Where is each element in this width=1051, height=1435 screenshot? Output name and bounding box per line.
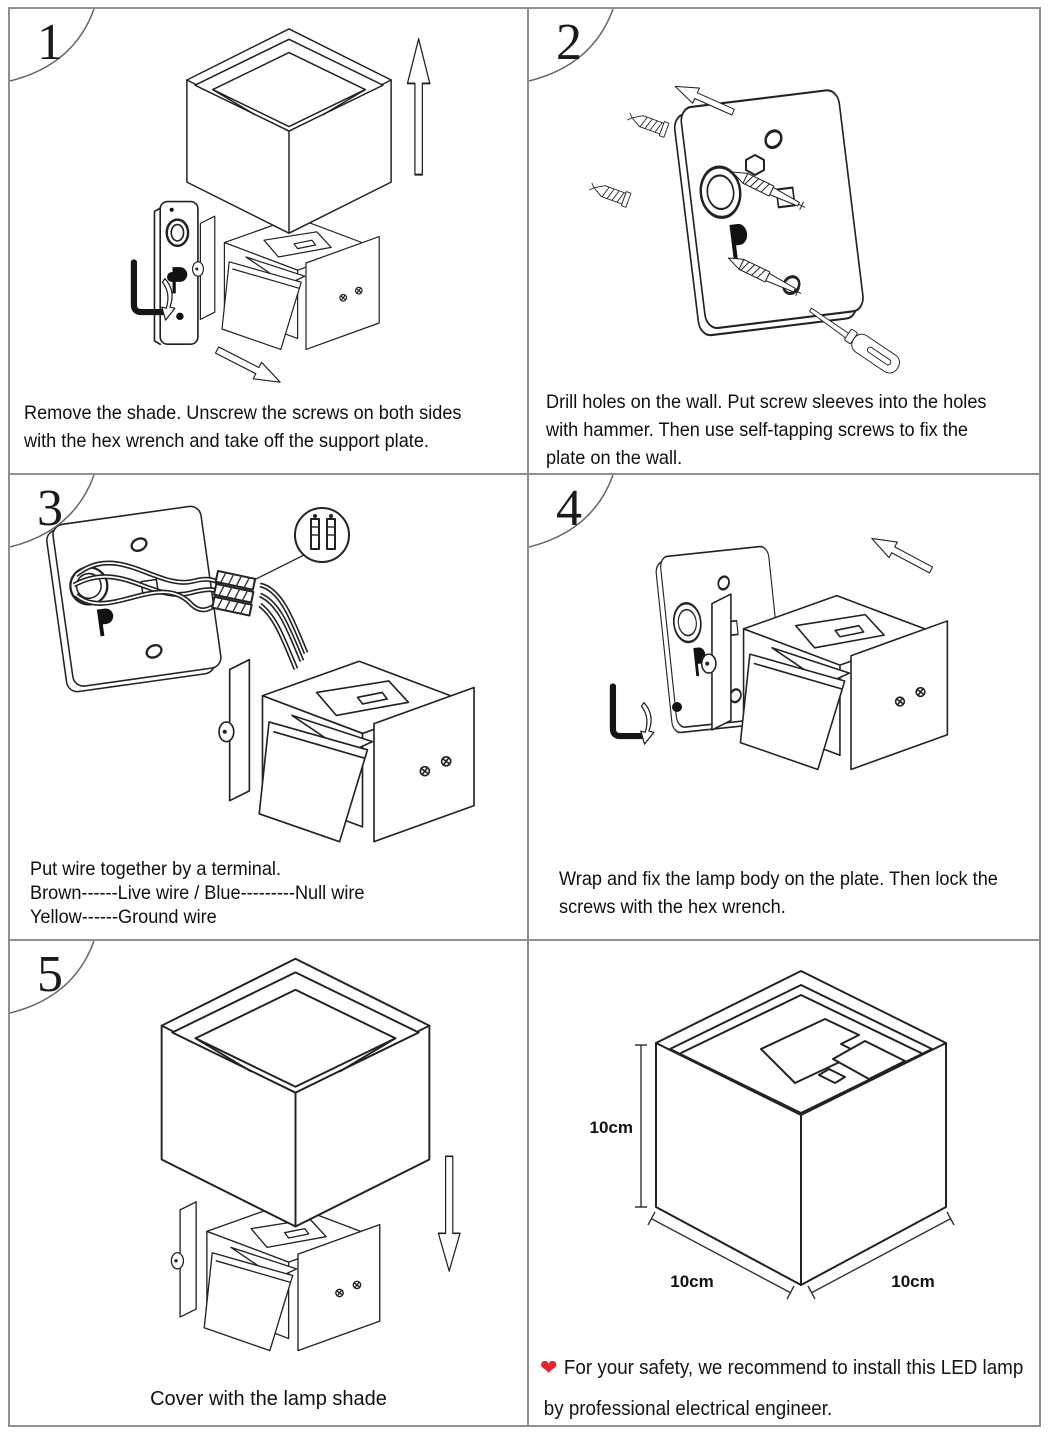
- step-3-caption: Put wire together by a terminal. Brown------Live wire / Blue---------Null wire Yellow------Ground wire: [30, 858, 365, 928]
- step-1-caption: Remove the shade. Unscrew the screws on both sides with the hex wrench and take off the support plate.: [24, 402, 462, 452]
- instruction-sheet: [8, 7, 1041, 1427]
- dimensions-panel: [529, 941, 1039, 1424]
- safety-note: [540, 1355, 1023, 1421]
- step-4-number: 4: [556, 480, 582, 537]
- dimensions-illustration: [529, 941, 1039, 1424]
- step-1-panel: [10, 9, 527, 473]
- heart-icon: ❤: [540, 1355, 558, 1380]
- safety-line-1: For your safety, we recommend to install this LED lamp: [563, 1357, 1024, 1379]
- step-3-number: 3: [37, 480, 63, 537]
- step-3-panel: [10, 475, 527, 939]
- safety-line-2: by professional electrical engineer.: [543, 1398, 833, 1420]
- width-dimension-label: 10cm: [670, 1272, 714, 1291]
- height-dimension-label: 10cm: [589, 1118, 633, 1137]
- step-5-panel: [10, 941, 527, 1424]
- step-2-caption: Drill holes on the wall. Put screw sleeves into the holes with hammer. Then use self-tapping screws to fix the plate on the wall.: [546, 391, 987, 469]
- step-4-caption: Wrap and fix the lamp body on the plate. Then lock the screws with the hex wrench.: [559, 868, 998, 918]
- step-5-caption: Cover with the lamp shade: [150, 1388, 387, 1410]
- step-4-panel: [529, 475, 1039, 939]
- step-2-panel: [529, 9, 1039, 473]
- step-2-number: 2: [556, 14, 582, 71]
- step-1-number: 1: [37, 14, 63, 71]
- depth-dimension-label: 10cm: [891, 1272, 935, 1291]
- step-5-number: 5: [37, 946, 63, 1003]
